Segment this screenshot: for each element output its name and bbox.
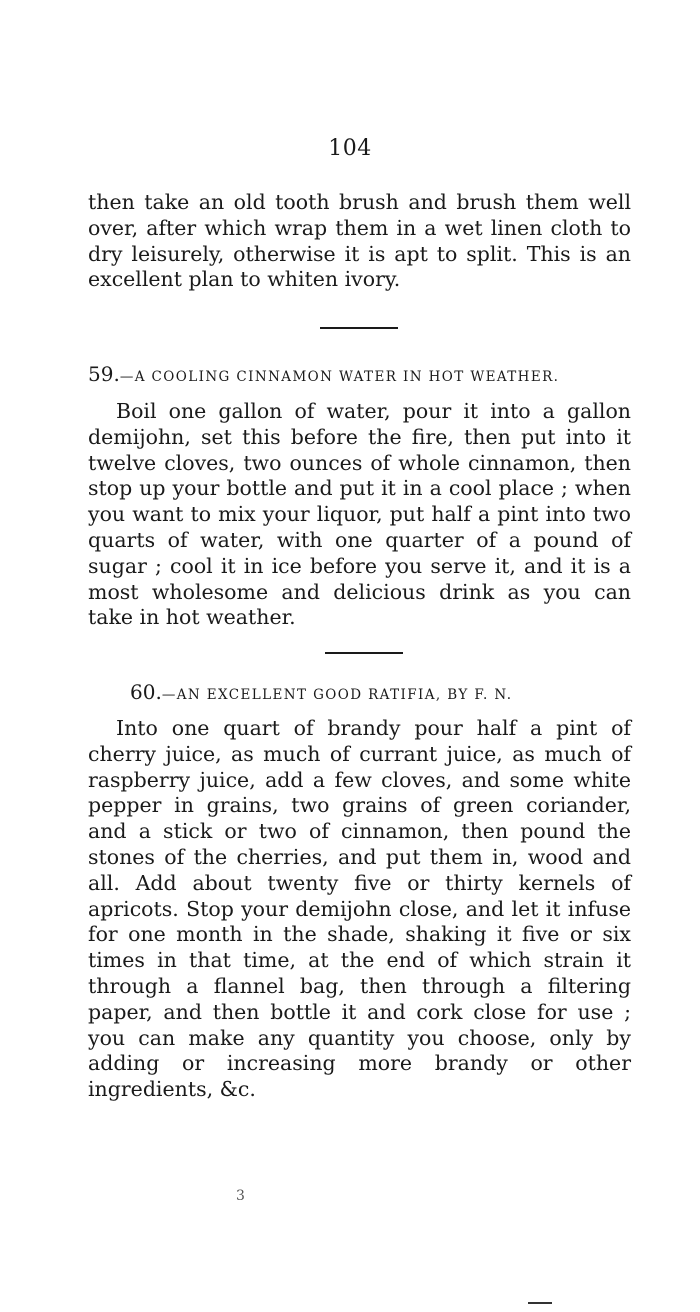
section-divider-2 xyxy=(325,652,403,654)
page-edge-mark xyxy=(528,1302,552,1304)
recipe-body-text: Boil one gallon of water, pour it into a gallon demijohn, set this before the fire, then put into it twelve cloves, two ounces of whole cinnamon, then stop up your bottle and put it in a cool place ; when you want to mix your liquor, put half a pint into two quarts of water, with one quarter of a pound of sugar ; cool it in ice before you serve it, and it is a most wholesome and delicious drink as you can take in hot weather. xyxy=(88,399,631,630)
recipe-title: —A COOLING CINNAMON WATER IN HOT WEATHER. xyxy=(119,369,560,385)
recipe-number: 59. xyxy=(88,362,120,386)
intro-paragraph: then take an old tooth brush and brush them well over, after which wrap them in a wet linen cloth to dry leisurely, otherwise it is apt to split. This is an excellent plan to whiten ivory. xyxy=(88,190,631,292)
recipe-title: —AN EXCELLENT GOOD RATIFIA, BY F. N. xyxy=(161,687,513,703)
section-divider-1 xyxy=(320,327,398,329)
recipe-heading-60 xyxy=(130,680,512,704)
page-number: 104 xyxy=(328,136,372,161)
recipe-body-text: Into one quart of brandy pour half a pint of cherry juice, as much of currant juice, as much of raspberry juice, add a few cloves, and some white pepper in grains, two grains of green coriander, and a stick or two of cinnamon, then pound the stones of the cherries, and put them in, wood and all. Add about twenty five or thirty kernels of apricots. Stop your demijohn close, and let it infuse for one month in the shade, shaking it five or six times in that time, at the end of which strain it through a flannel bag, then through a filtering paper, and then bottle it and cork close for use ; you can make any quantity you choose, only by adding or increasing more brandy or other ingredients, &c. xyxy=(88,716,631,1102)
recipe-heading-59 xyxy=(88,362,559,386)
recipe-body-59 xyxy=(88,399,631,631)
recipe-body-60 xyxy=(88,716,631,1103)
signature-mark: 3 xyxy=(236,1188,245,1204)
recipe-number: 60. xyxy=(130,680,162,704)
